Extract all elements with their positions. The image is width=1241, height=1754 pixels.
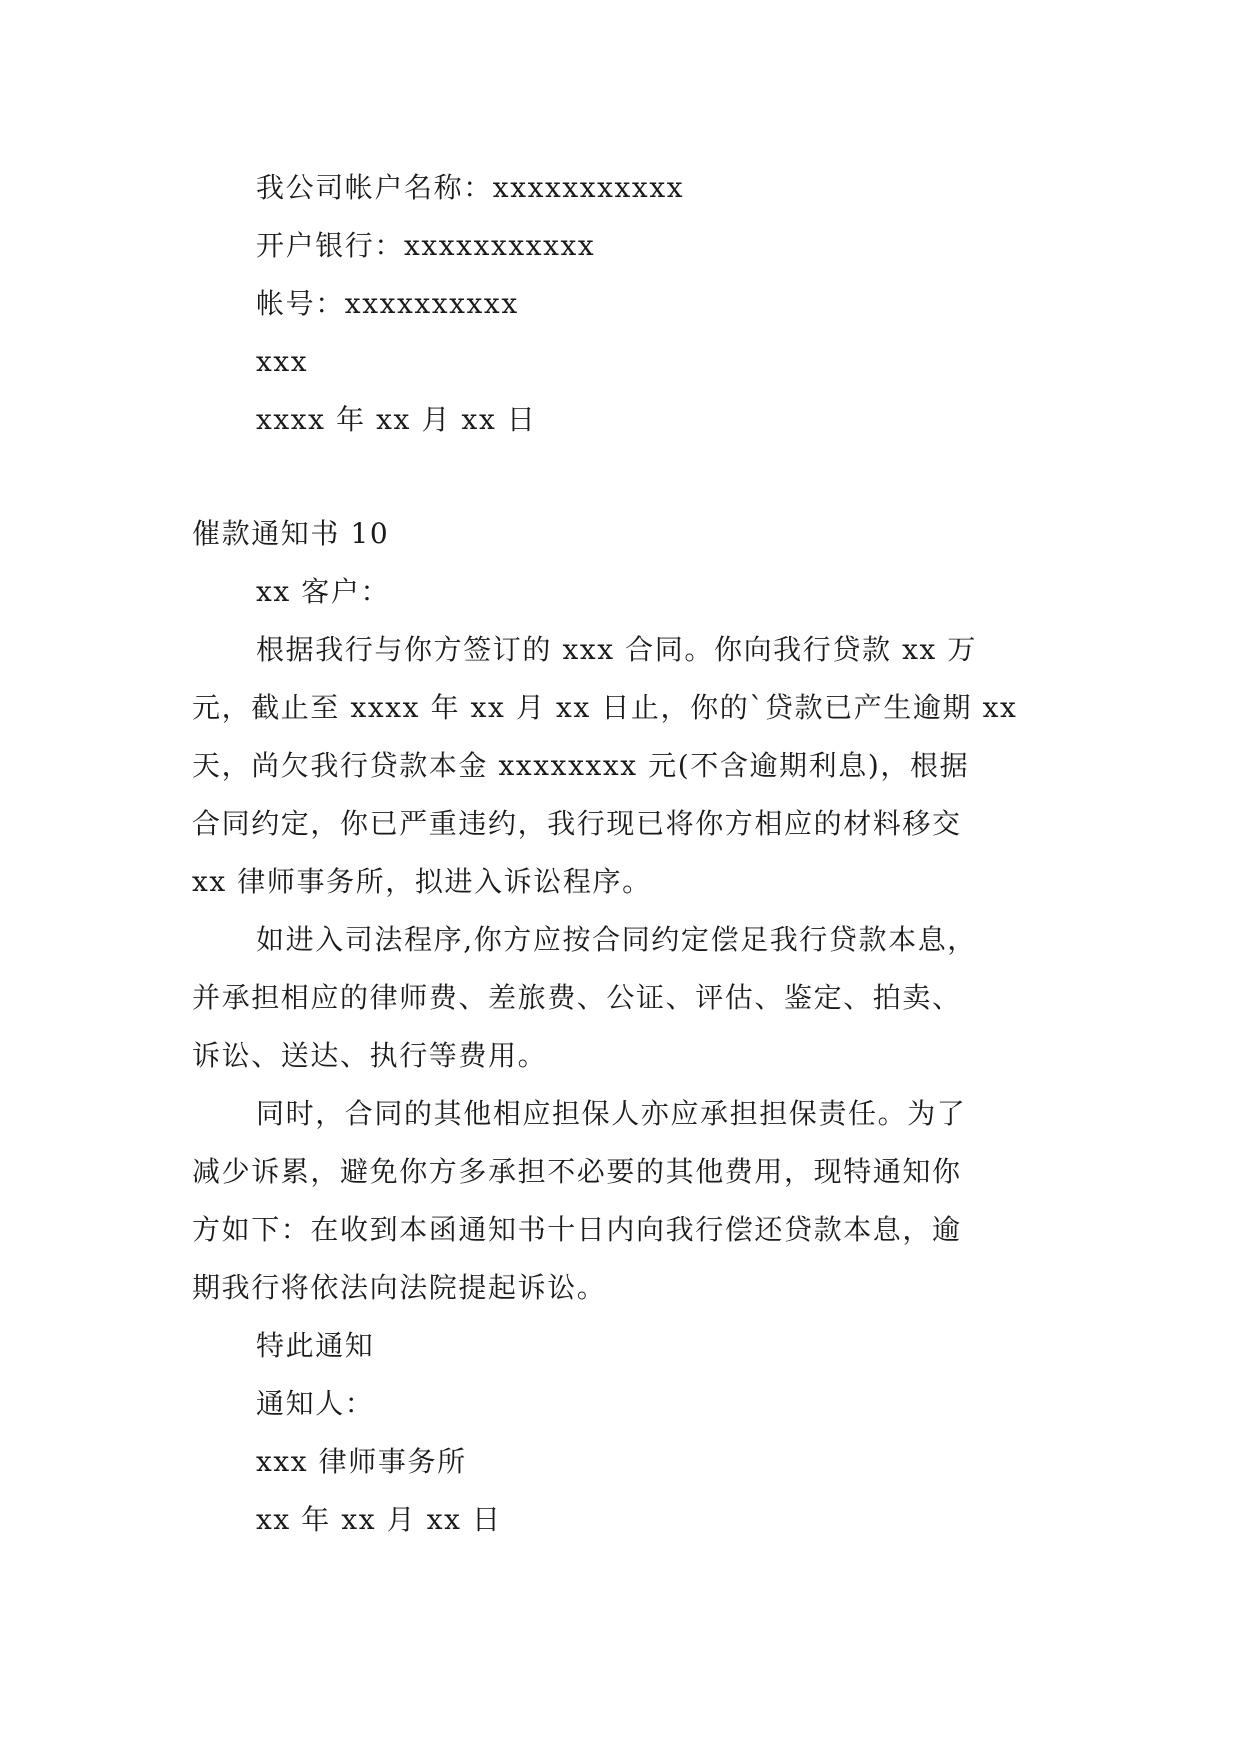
notifier-label: 通知人：: [256, 1387, 375, 1420]
paragraph2-line: 诉讼、送达、执行等费用。: [192, 1039, 548, 1072]
bank-line: 开户银行：xxxxxxxxxxx: [256, 229, 596, 262]
paragraph2-line: 并承担相应的律师费、差旅费、公证、评估、鉴定、拍卖、: [192, 981, 962, 1014]
paragraph1-line: 根据我行与你方签订的 xxx 合同。你向我行贷款 xx 万: [256, 633, 977, 666]
notice-date: xx 年 xx 月 xx 日: [256, 1503, 502, 1536]
notice-title: 催款通知书 10: [192, 517, 390, 550]
paragraph3-line: 方如下：在收到本函通知书十日内向我行偿还贷款本息，逾: [192, 1213, 962, 1246]
paragraph1-line: 元，截止至 xxxx 年 xx 月 xx 日止，你的`贷款已产生逾期 xx: [192, 691, 1018, 724]
paragraph3-line: 同时，合同的其他相应担保人亦应承担担保责任。为了: [256, 1097, 967, 1130]
paragraph2-line: 如进入司法程序,你方应按合同约定偿足我行贷款本息，: [256, 923, 977, 956]
signer-line: xxx: [256, 345, 309, 378]
paragraph3-line: 期我行将依法向法院提起诉讼。: [192, 1271, 607, 1304]
closing-line: 特此通知: [256, 1329, 375, 1362]
account-name-line: 我公司帐户名称：xxxxxxxxxxx: [256, 171, 685, 204]
paragraph1-line: xx 律师事务所，拟进入诉讼程序。: [192, 865, 652, 898]
account-number-line: 帐号：xxxxxxxxxx: [256, 287, 519, 320]
salutation: xx 客户：: [256, 575, 391, 608]
top-date-line: xxxx 年 xx 月 xx 日: [256, 403, 537, 436]
paragraph3-line: 减少诉累，避免你方多承担不必要的其他费用，现特通知你: [192, 1155, 962, 1188]
notifier-name: xxx 律师事务所: [256, 1445, 467, 1478]
paragraph1-line: 天，尚欠我行贷款本金 xxxxxxxx 元(不含逾期利息)，根据: [192, 749, 970, 782]
paragraph1-line: 合同约定，你已严重违约，我行现已将你方相应的材料移交: [192, 807, 962, 840]
